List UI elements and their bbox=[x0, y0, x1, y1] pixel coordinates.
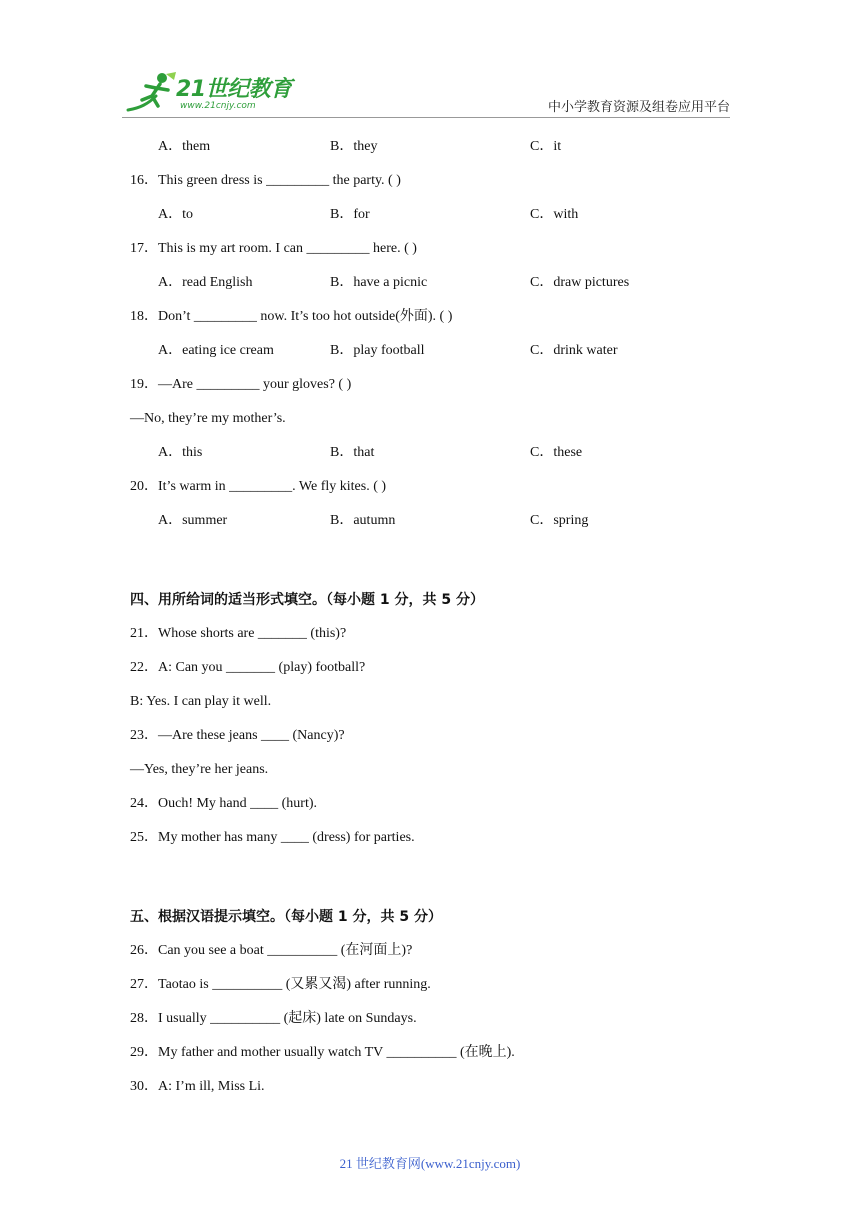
runner-logo-icon bbox=[122, 70, 178, 116]
option-a: A．them bbox=[158, 139, 211, 154]
question-19-reply: —No, they’re my mother’s. bbox=[130, 411, 286, 426]
question-20: 20．It’s warm in _________. We fly kites. ( ) bbox=[130, 479, 387, 494]
question-17: 17．This is my art room. I can _________ here. ( ) bbox=[130, 241, 417, 256]
option-b: B．have a picnic bbox=[330, 275, 428, 290]
section-5-title: 五、根据汉语提示填空。（每小题 1 分，共 5 分） bbox=[130, 909, 442, 925]
question-16: 16．This green dress is _________ the party. ( ) bbox=[130, 173, 401, 188]
question-23: 23．—Are these jeans ____ (Nancy)? bbox=[130, 728, 345, 743]
spacer bbox=[130, 542, 750, 587]
question-21: 21．Whose shorts are _______ (this)? bbox=[130, 626, 347, 641]
option-a: A．read English bbox=[158, 275, 253, 290]
site-logo bbox=[122, 70, 292, 116]
option-c: C．with bbox=[530, 207, 579, 222]
option-a: A．eating ice cream bbox=[158, 343, 274, 358]
question-22: 22．A: Can you _______ (play) football? bbox=[130, 660, 366, 675]
question-25: 25．My mother has many ____ (dress) for parties. bbox=[130, 830, 415, 845]
q15-options bbox=[130, 134, 750, 168]
option-c: C．these bbox=[530, 445, 583, 460]
option-c: C．drink water bbox=[530, 343, 618, 358]
option-a: A．summer bbox=[158, 513, 228, 528]
q20-options bbox=[130, 508, 750, 542]
question-30: 30．A: I’m ill, Miss Li. bbox=[130, 1079, 265, 1094]
option-b: B．that bbox=[330, 445, 375, 460]
page-header bbox=[0, 0, 860, 125]
question-24: 24．Ouch! My hand ____ (hurt). bbox=[130, 796, 318, 811]
option-c: C．it bbox=[530, 139, 562, 154]
option-b: B．for bbox=[330, 207, 370, 222]
section-4-title: 四、用所给词的适当形式填空。（每小题 1 分，共 5 分） bbox=[130, 592, 484, 608]
q19-options bbox=[130, 440, 750, 474]
question-23-reply: —Yes, they’re her jeans. bbox=[130, 762, 269, 777]
logo-url: www.21cnjy.com bbox=[180, 101, 256, 111]
header-divider bbox=[122, 117, 730, 118]
question-26: 26．Can you see a boat __________ (在河面上)? bbox=[130, 943, 413, 958]
exam-content bbox=[130, 134, 750, 1108]
option-b: B．autumn bbox=[330, 513, 396, 528]
question-18: 18．Don’t _________ now. It’s too hot outside(外面). ( ) bbox=[130, 309, 453, 324]
spacer bbox=[130, 859, 750, 904]
question-22-reply: B: Yes. I can play it well. bbox=[130, 694, 272, 709]
question-28: 28．I usually __________ (起床) late on Sundays. bbox=[130, 1011, 417, 1026]
question-27: 27．Taotao is __________ (又累又渴) after running. bbox=[130, 977, 431, 992]
footer-link[interactable]: 21 世纪教育网(www.21cnjy.com) bbox=[339, 1156, 521, 1171]
option-b: B．they bbox=[330, 139, 378, 154]
q16-options bbox=[130, 202, 750, 236]
option-c: C．spring bbox=[530, 513, 589, 528]
logo-text: 21世纪教育 bbox=[176, 77, 292, 102]
q18-options bbox=[130, 338, 750, 372]
option-b: B．play football bbox=[330, 343, 425, 358]
option-c: C．draw pictures bbox=[530, 275, 630, 290]
option-a: A．this bbox=[158, 445, 203, 460]
q17-options bbox=[130, 270, 750, 304]
platform-name: 中小学教育资源及组卷应用平台 bbox=[547, 99, 730, 114]
question-19: 19．—Are _________ your gloves? ( ) bbox=[130, 377, 352, 392]
question-29: 29．My father and mother usually watch TV __________ (在晚上). bbox=[130, 1045, 515, 1060]
option-a: A．to bbox=[158, 207, 193, 222]
